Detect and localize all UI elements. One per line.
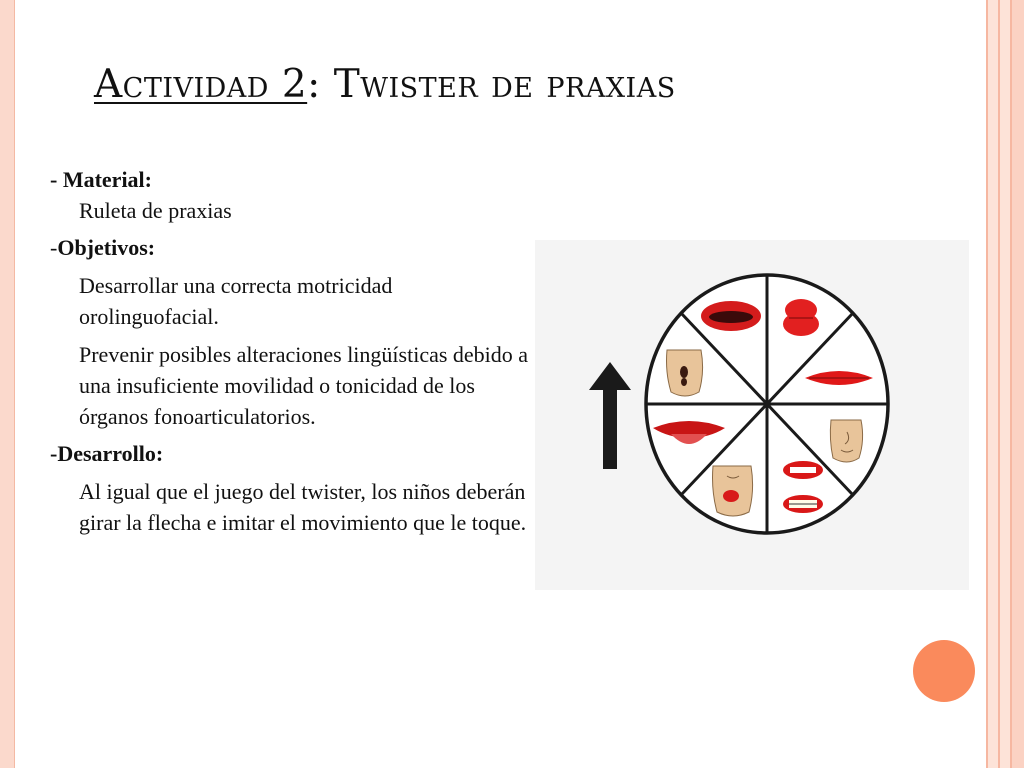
objetivo-1: Desarrollar una correcta motricidad orolinguofacial. xyxy=(79,273,393,329)
wheel xyxy=(646,275,888,533)
teeth-lips-icon xyxy=(783,461,823,479)
praxias-wheel-image xyxy=(535,240,969,590)
desarrollo-label: -Desarrollo: xyxy=(50,441,164,466)
objetivos-label: Objetivos: xyxy=(57,235,156,260)
desarrollo-heading xyxy=(50,438,530,469)
objetivos-heading xyxy=(50,232,530,263)
desarrollo-text: Al igual que el juego del twister, los niños deberán girar la flecha e imitar el movimiento que le toque. xyxy=(79,479,527,535)
open-lips-icon xyxy=(701,301,761,331)
title-colon: : xyxy=(307,62,321,107)
material-heading xyxy=(50,164,530,195)
open-teeth-icon xyxy=(783,495,823,513)
arrow-up-icon xyxy=(589,362,631,469)
slide-title xyxy=(94,62,676,107)
objetivos-dash: - xyxy=(50,235,58,260)
right-frame-border xyxy=(980,0,1024,768)
left-frame-border xyxy=(0,0,15,768)
slide-body xyxy=(50,164,530,538)
objetivo-2: Prevenir posibles alteraciones lingüísticas debido a una insuficiente movilidad o tonicidad de los órganos fonoarticulatorios. xyxy=(79,342,529,429)
title-subject: Twister de praxias xyxy=(320,62,676,107)
material-text: Ruleta de praxias xyxy=(79,198,232,223)
face-open-mouth-icon xyxy=(667,350,703,396)
accent-circle xyxy=(913,640,975,702)
face-cheek-icon xyxy=(830,420,862,462)
title-activity-label: Actividad 2 xyxy=(94,62,308,107)
face-kiss-icon xyxy=(713,466,753,516)
material-label: - Material: xyxy=(50,167,152,192)
pursed-lips-icon xyxy=(783,299,819,336)
